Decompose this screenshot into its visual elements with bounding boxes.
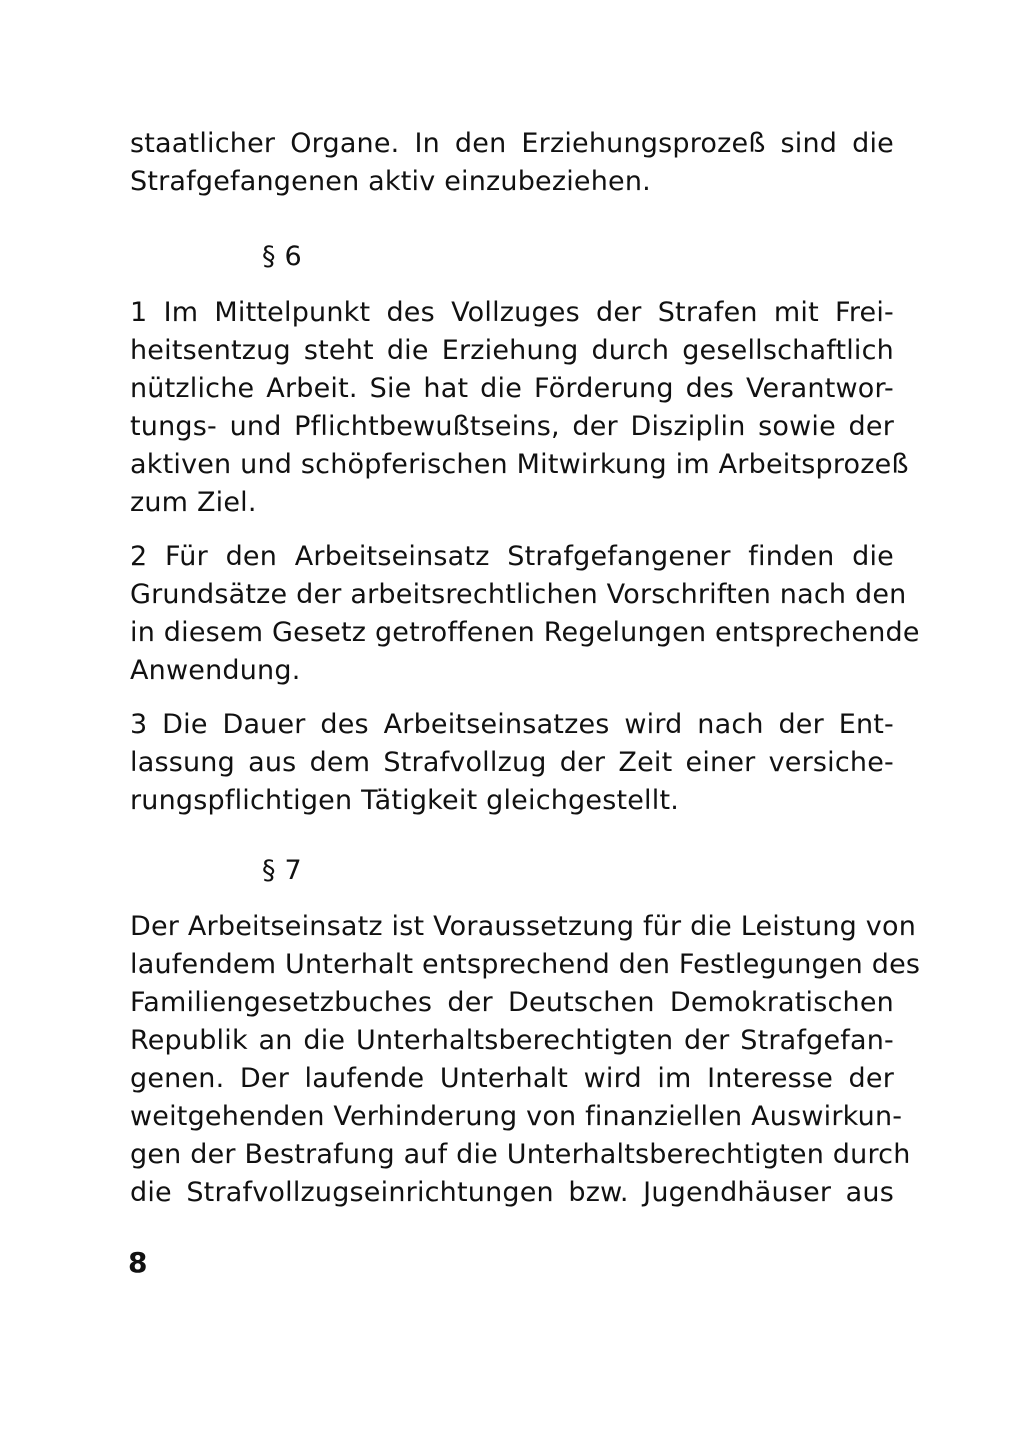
- section-7-para-1-line-2: laufendem Unterhalt entsprechend den Festlegungen des: [130, 949, 921, 980]
- section-6-para-3-line-2: lassung aus dem Strafvollzug der Zeit einer versiche-: [130, 747, 894, 778]
- section-6-para-3-line-1: 3 Die Dauer des Arbeitseinsatzes wird nach der Ent-: [130, 709, 894, 740]
- section-6-para-1-line-1: 1 Im Mittelpunkt des Vollzuges der Strafen mit Frei-: [130, 297, 894, 328]
- page-number: 8: [128, 1246, 148, 1279]
- section-7-para-1-line-6: weitgehenden Verhinderung von finanziellen Auswirkun-: [130, 1101, 903, 1132]
- section-7-para-1-line-5: genen. Der laufende Unterhalt wird im Interesse der: [130, 1063, 894, 1094]
- section-7-para-1-line-3: Familiengesetzbuches der Deutschen Demokratischen: [130, 987, 894, 1018]
- section-7-para-1-line-7: gen der Bestrafung auf die Unterhaltsberechtigten durch: [130, 1139, 911, 1170]
- section-7-para-1-line-1: Der Arbeitseinsatz ist Voraussetzung für die Leistung von: [130, 911, 917, 942]
- section-7-heading: § 7: [262, 855, 302, 886]
- section-7-para-1-line-8: die Strafvollzugseinrichtungen bzw. Jugendhäuser aus: [130, 1177, 894, 1208]
- section-6-para-1-line-2: heitsentzug steht die Erziehung durch gesellschaftlich: [130, 335, 894, 366]
- section-6-para-1-line-6: zum Ziel.: [130, 487, 257, 518]
- section-6-para-1-line-3: nützliche Arbeit. Sie hat die Förderung des Verantwor-: [130, 373, 894, 404]
- section-6-para-2-line-4: Anwendung.: [130, 655, 301, 686]
- section-6-para-2-line-3: in diesem Gesetz getroffenen Regelungen entsprechende: [130, 617, 920, 648]
- section-7-para-1-line-4: Republik an die Unterhaltsberechtigten der Strafgefan-: [130, 1025, 894, 1056]
- intro-line-1: staatlicher Organe. In den Erziehungsprozeß sind die: [130, 128, 894, 159]
- section-6-para-1-line-4: tungs- und Pflichtbewußtseins, der Disziplin sowie der: [130, 411, 894, 442]
- intro-line-2: Strafgefangenen aktiv einzubeziehen.: [130, 166, 651, 197]
- section-6-para-2-line-1: 2 Für den Arbeitseinsatz Strafgefangener finden die: [130, 541, 894, 572]
- section-6-heading: § 6: [262, 241, 302, 272]
- section-6-para-1-line-5: aktiven und schöpferischen Mitwirkung im Arbeitsprozeß: [130, 449, 909, 480]
- section-6-para-3-line-3: rungspflichtigen Tätigkeit gleichgestellt.: [130, 785, 680, 816]
- section-6-para-2-line-2: Grundsätze der arbeitsrechtlichen Vorschriften nach den: [130, 579, 907, 610]
